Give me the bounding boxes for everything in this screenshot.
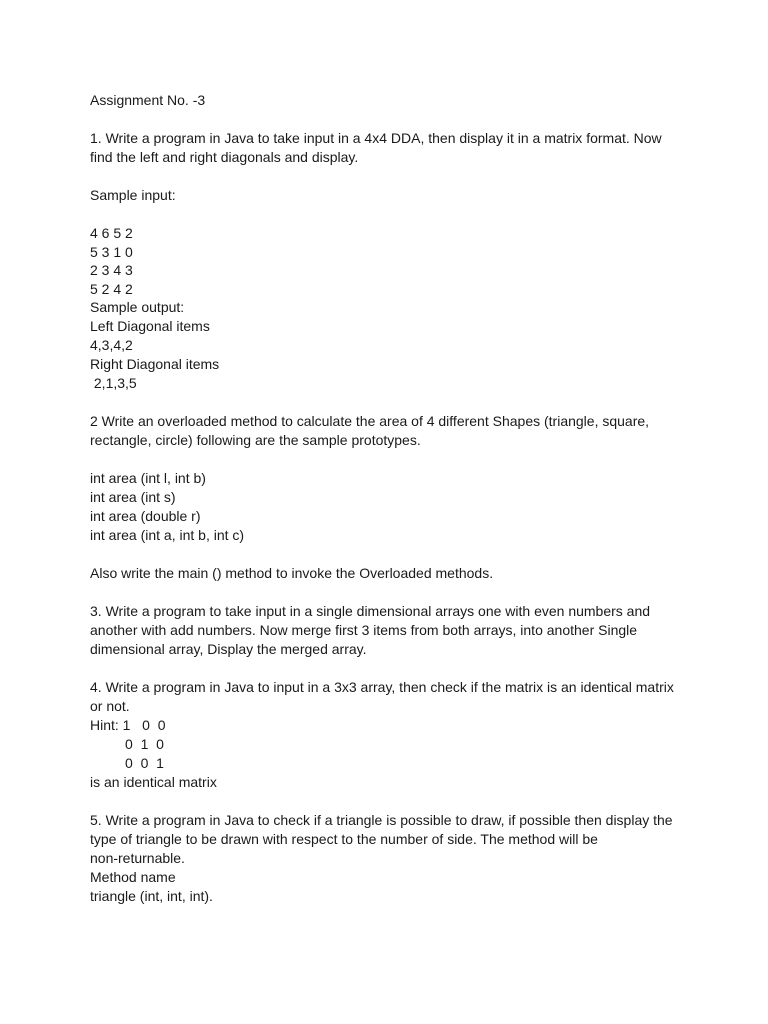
q2-text-line-2: rectangle, circle) following are the sample prototypes. xyxy=(90,432,421,449)
spacer xyxy=(90,450,690,469)
q4-conclusion: is an identical matrix xyxy=(90,774,217,791)
matrix-row: 2 3 4 3 xyxy=(90,262,133,279)
q3-text-line-1: 3. Write a program to take input in a single dimensional arrays one with even numbers and xyxy=(90,603,651,620)
q1-right-diagonal-values: 2,1,3,5 xyxy=(90,375,137,392)
q2-text-line-1: 2 Write an overloaded method to calculate the area of 4 different Shapes (triangle, square, xyxy=(90,413,650,430)
q5-text-line-2: type of triangle to be drawn with respect to the number of side. The method will be xyxy=(90,831,598,848)
q1-right-diagonal-label: Right Diagonal items xyxy=(90,356,220,373)
spacer xyxy=(90,792,690,811)
assignment-title: Assignment No. -3 xyxy=(90,92,206,108)
q2-prototype: int area (int s) xyxy=(90,489,176,506)
spacer xyxy=(90,545,690,564)
matrix-row: 4 6 5 2 xyxy=(90,225,133,241)
q4-hint-row-2: 0 1 0 xyxy=(90,736,164,753)
q1-sample-matrix xyxy=(90,224,690,298)
q2-prototype: int area (int a, int b, int c) xyxy=(90,527,245,544)
q3-text-line-3: dimensional array, Display the merged array. xyxy=(90,641,367,658)
q1-left-diagonal-label: Left Diagonal items xyxy=(90,318,210,335)
q5-text-line-1: 5. Write a program in Java to check if a triangle is possible to draw, if possible then display the xyxy=(90,812,673,829)
q1-text-line-1: 1. Write a program in Java to take input in a 4x4 DDA, then display it in a matrix format. Now xyxy=(90,130,662,146)
spacer xyxy=(90,205,690,224)
q5-text-line-3: non-returnable. xyxy=(90,850,185,867)
spacer xyxy=(90,659,690,678)
document-page xyxy=(90,91,690,906)
q5-method-label: Method name xyxy=(90,869,176,886)
q4-hint-row-1: Hint: 1 0 0 xyxy=(90,717,166,734)
q1-left-diagonal-values: 4,3,4,2 xyxy=(90,337,133,354)
q1-sample-output-label: Sample output: xyxy=(90,299,185,316)
q2-footer: Also write the main () method to invoke the Overloaded methods. xyxy=(90,565,494,582)
q5-method-signature: triangle (int, int, int). xyxy=(90,888,213,905)
q1-sample-input-label: Sample input: xyxy=(90,187,176,203)
q2-prototype: int area (double r) xyxy=(90,508,201,525)
spacer xyxy=(90,583,690,602)
q4-text-line-1: 4. Write a program in Java to input in a 3x3 array, then check if the matrix is an identical matrix xyxy=(90,679,674,696)
q2-prototype: int area (int l, int b) xyxy=(90,470,206,487)
q1-text-line-2: find the left and right diagonals and display. xyxy=(90,149,359,165)
matrix-row: 5 3 1 0 xyxy=(90,243,133,260)
spacer xyxy=(90,110,690,129)
q4-text-line-2: or not. xyxy=(90,698,130,715)
matrix-row: 5 2 4 2 xyxy=(90,280,133,297)
q3-text-line-2: another with add numbers. Now merge first 3 items from both arrays, into another Single xyxy=(90,622,638,639)
spacer xyxy=(90,167,690,186)
q4-hint-row-3: 0 0 1 xyxy=(90,755,164,772)
spacer xyxy=(90,393,690,412)
